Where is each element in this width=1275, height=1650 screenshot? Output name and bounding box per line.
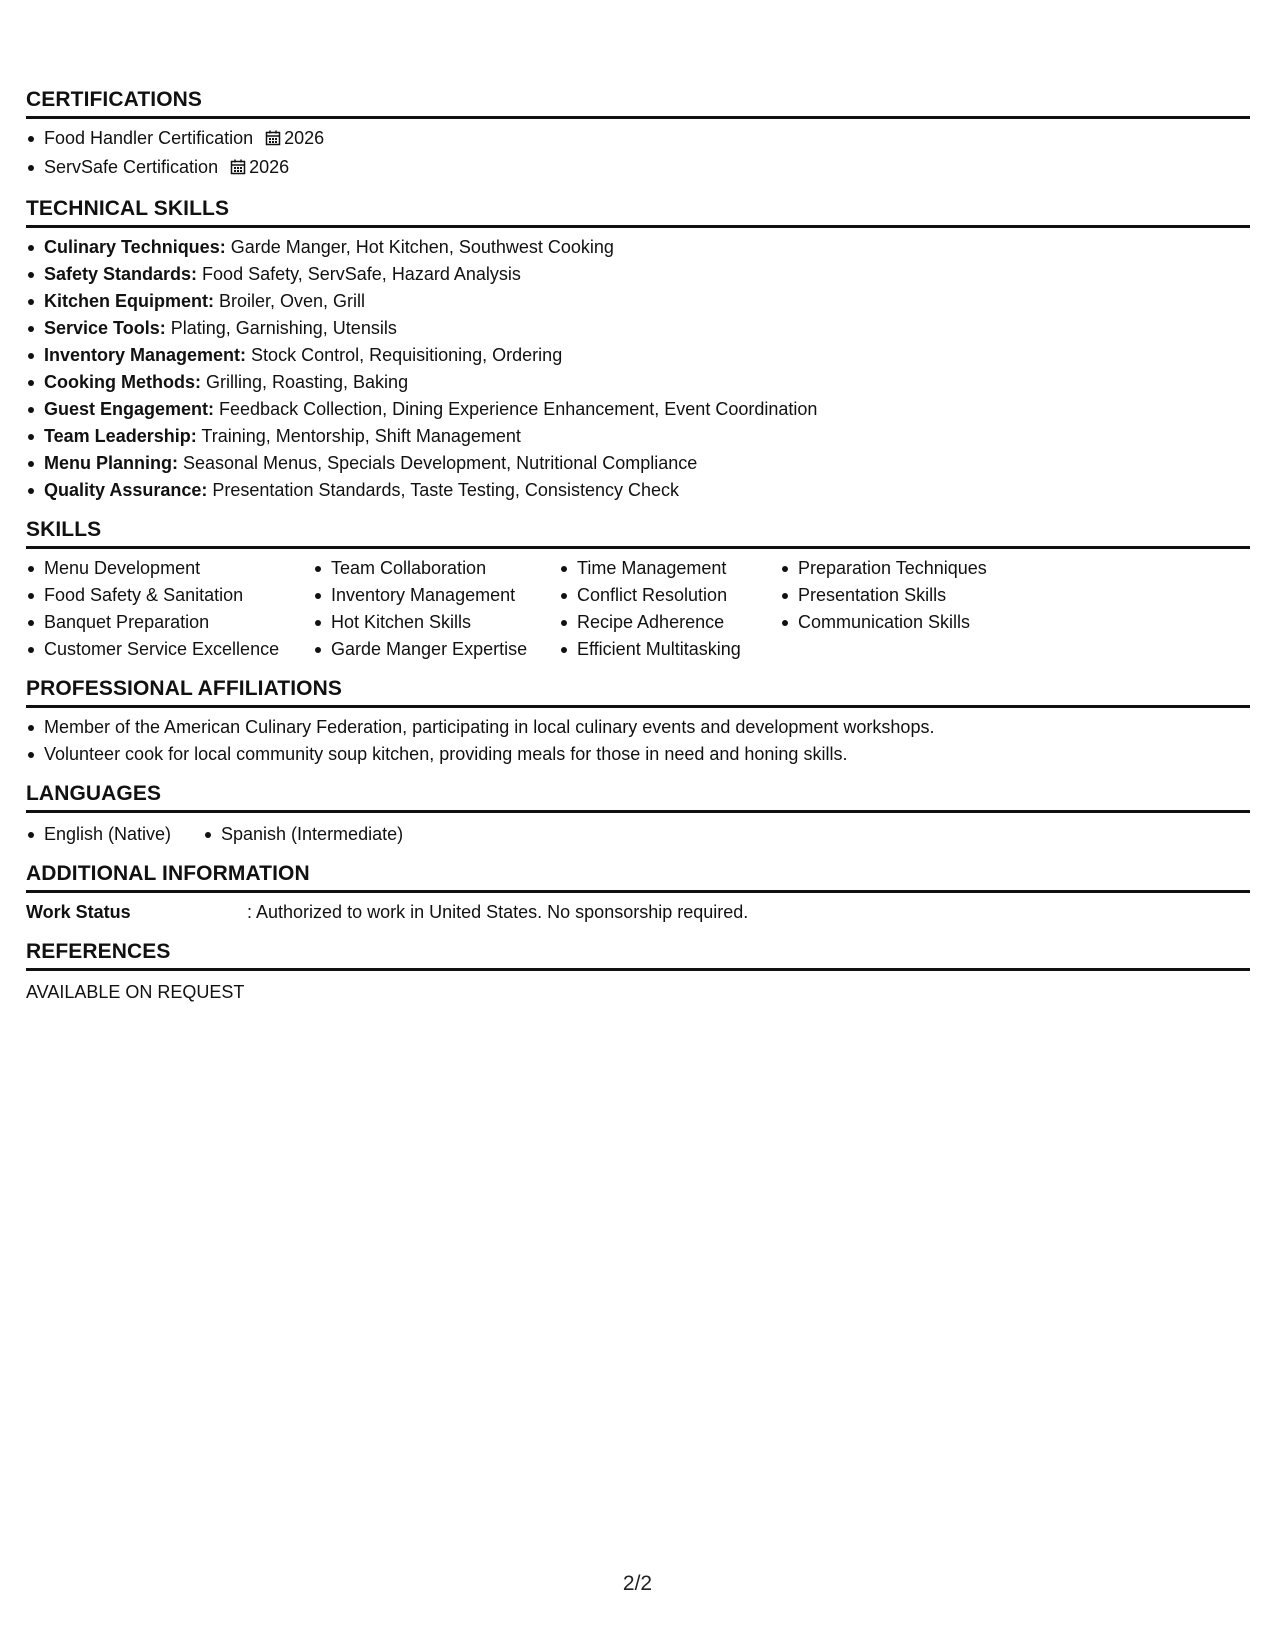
list-item: Communication Skills [780,609,1040,636]
affiliations-section [26,675,1250,768]
page-number: 2/2 [622,1572,653,1595]
list-item [26,477,1250,504]
skill-category: Team Leadership: [44,426,197,446]
list-item: Food Safety & Sanitation [26,582,313,609]
skills-column [26,555,313,663]
list-item [26,315,1250,342]
skill-category: Kitchen Equipment: [44,291,214,311]
list-item [26,288,1250,315]
certification-name: ServSafe Certification [44,157,219,177]
list-item [26,369,1250,396]
skill-values: Broiler, Oven, Grill [214,291,366,311]
affiliations-list [26,714,1250,768]
list-item: Inventory Management [313,582,559,609]
languages-row [26,821,1250,848]
skill-values: Stock Control, Requisitioning, Ordering [246,345,563,365]
certification-year: 2026 [249,157,290,177]
list-item [26,261,1250,288]
skill-category: Safety Standards: [44,264,198,284]
certifications-list [26,125,1250,183]
skill-values: Grilling, Roasting, Baking [200,372,409,392]
list-item [26,396,1250,423]
references-text: AVAILABLE ON REQUEST [26,982,245,1002]
resume-page [26,86,1250,1018]
skills-grid [26,555,1250,663]
section-title: SKILLS [26,516,1250,549]
additional-info-section [26,860,1250,926]
list-item: Banquet Preparation [26,609,313,636]
list-item: English (Native) [26,821,203,848]
skill-values: Plating, Garnishing, Utensils [165,318,397,338]
list-item: Member of the American Culinary Federation, participating in local culinary events and development workshops. [26,714,1250,741]
section-title: PROFESSIONAL AFFILIATIONS [26,675,1250,708]
list-item: Preparation Techniques [780,555,1040,582]
list-item: Recipe Adherence [559,609,780,636]
certification-year: 2026 [284,128,325,148]
skill-values: Training, Mentorship, Shift Management [196,426,521,446]
info-row [26,899,1250,926]
skill-values: Feedback Collection, Dining Experience Enhancement, Event Coordination [214,399,818,419]
languages-section [26,780,1250,848]
skills-section [26,516,1250,663]
section-title: CERTIFICATIONS [26,86,1250,119]
list-item: Team Collaboration [313,555,559,582]
skill-values: Seasonal Menus, Specials Development, Nutritional Compliance [178,453,698,473]
skill-values: Food Safety, ServSafe, Hazard Analysis [197,264,521,284]
info-key: Work Status [26,902,131,922]
skills-column [559,555,780,663]
languages-column [26,821,203,848]
list-item [26,154,1250,183]
skill-values: Garde Manger, Hot Kitchen, Southwest Cooking [225,237,614,257]
list-item [26,125,1250,154]
list-item [26,450,1250,477]
section-title: LANGUAGES [26,780,1250,813]
list-item: Conflict Resolution [559,582,780,609]
list-item: Spanish (Intermediate) [203,821,403,848]
calendar-icon [230,156,246,183]
technical-skills-section [26,195,1250,504]
list-item: Efficient Multitasking [559,636,780,663]
skill-category: Menu Planning: [44,453,178,473]
list-item [26,423,1250,450]
skill-category: Quality Assurance: [44,480,208,500]
list-item: Volunteer cook for local community soup kitchen, providing meals for those in need and honing skills. [26,741,1250,768]
technical-skills-list [26,234,1250,504]
list-item [26,234,1250,261]
certification-name: Food Handler Certification [44,128,254,148]
skill-category: Service Tools: [44,318,166,338]
skills-column [313,555,559,663]
section-title: REFERENCES [26,938,1250,971]
skills-column [780,555,1040,663]
languages-column [203,821,403,848]
list-item: Hot Kitchen Skills [313,609,559,636]
calendar-icon [265,127,281,154]
references-section [26,938,1250,1006]
list-item: Garde Manger Expertise [313,636,559,663]
list-item: Presentation Skills [780,582,1040,609]
list-item [26,342,1250,369]
skill-category: Culinary Techniques: [44,237,226,257]
skill-values: Presentation Standards, Taste Testing, Consistency Check [207,480,679,500]
skill-category: Inventory Management: [44,345,247,365]
info-value: : Authorized to work in United States. No sponsorship required. [247,902,749,922]
skill-category: Guest Engagement: [44,399,215,419]
section-title: ADDITIONAL INFORMATION [26,860,1250,893]
skill-category: Cooking Methods: [44,372,201,392]
list-item: Customer Service Excellence [26,636,313,663]
list-item: Menu Development [26,555,313,582]
section-title: TECHNICAL SKILLS [26,195,1250,228]
certifications-section [26,86,1250,183]
list-item: Time Management [559,555,780,582]
